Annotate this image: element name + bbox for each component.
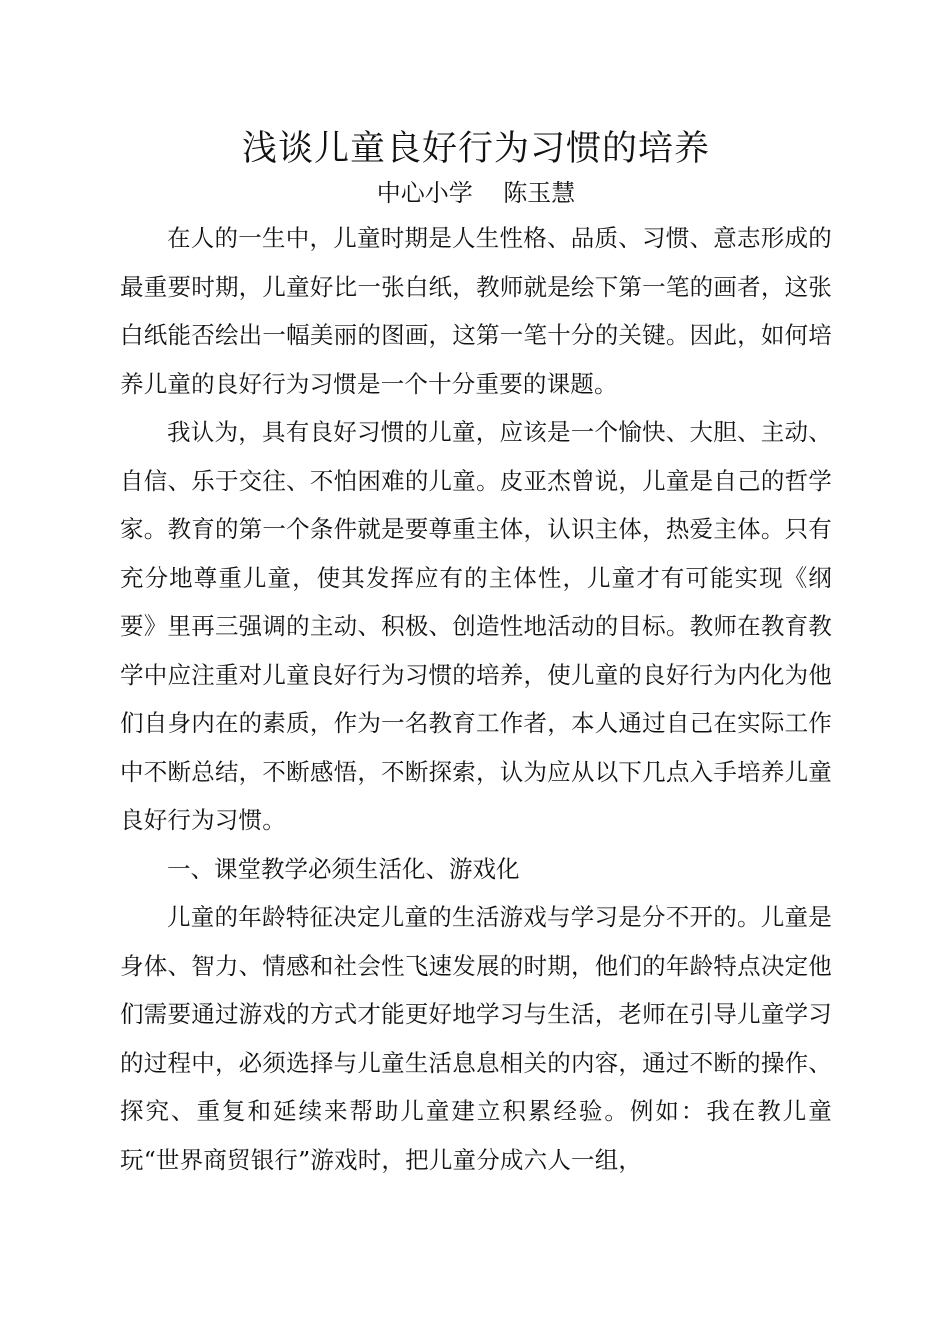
document-title: 浅谈儿童良好行为习惯的培养 bbox=[241, 129, 710, 169]
section-heading: 一、课堂教学必须生活化、游戏化 bbox=[167, 854, 520, 883]
paragraph-section-one: 儿童的年龄特征决定儿童的生活游戏与学习是分不开的。儿童是身体、智力、情感和社会性飞速发展的时期，他们的年龄特点决定他们需要通过游戏的方式才能更好地学习与生活，老师在引导儿童学习的过程中，必须选择与儿童生活息息相关的内容，通过不断的操作、探究、重复和延续来帮助儿童建立积累经验。例如：我在教儿童玩“世界商贸银行”游戏时，把儿童分成六人一组， bbox=[120, 903, 832, 1174]
document-page bbox=[120, 124, 832, 1184]
document-author: 中心小学 陈玉慧 bbox=[376, 179, 576, 207]
paragraph-opinion: 我认为，具有良好习惯的儿童，应该是一个愉快、大胆、主动、自信、乐于交往、不怕困难的儿童。皮亚杰曾说，儿童是自己的哲学家。教育的第一个条件就是要尊重主体，认识主体，热爱主体。只有充分地尊重儿童，使其发挥应有的主体性，儿童才有可能实现《纲要》里再三强调的主动、积极、创造性地活动的目标。教师在教育教学中应注重对儿童良好行为习惯的培养，使儿童的良好行为内化为他们自身内在的素质，作为一名教育工作者，本人通过自己在实际工作中不断总结，不断感悟，不断探索，认为应从以下几点入手培养儿童良好行为习惯。 bbox=[120, 418, 832, 834]
paragraph-intro: 在人的一生中，儿童时期是人生性格、品质、习惯、意志形成的最重要时期，儿童好比一张白纸，教师就是绘下第一笔的画者，这张白纸能否绘出一幅美丽的图画，这第一笔十分的关键。因此，如何培养儿童的良好行为习惯是一个十分重要的课题。 bbox=[120, 224, 832, 398]
